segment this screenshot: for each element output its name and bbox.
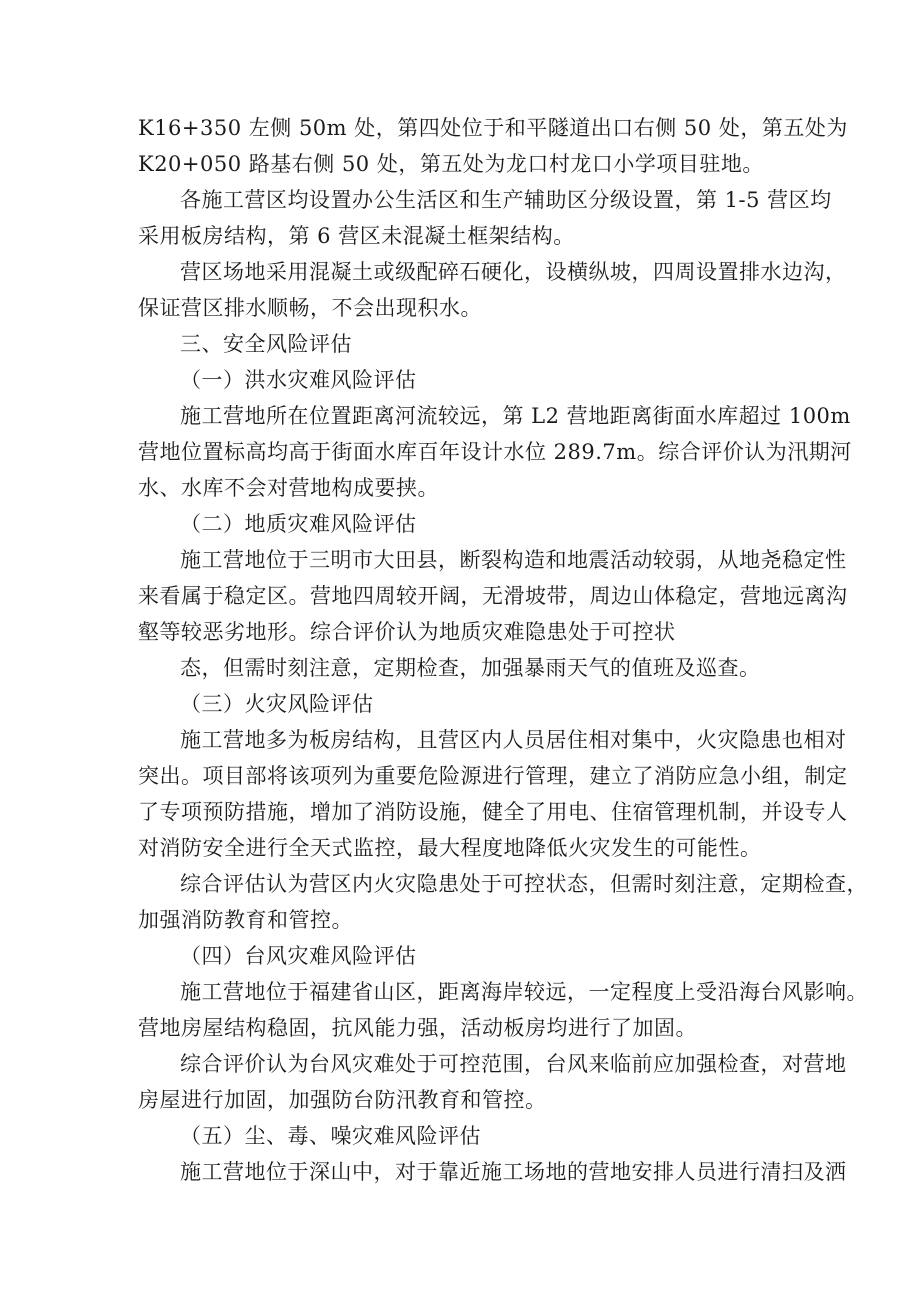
paragraph-line: 采用板房结构，第 6 营区未混凝土框架结构。 [138, 224, 575, 248]
section-heading: 三、安全风险评估 [180, 332, 352, 356]
paragraph-line: 了专项预防措施，增加了消防设施，健全了用电、住宿管理机制，并设专人 [138, 800, 848, 824]
paragraph-line: 营地房屋结构稳固，抗风能力强，活动板房均进行了加固。 [138, 1016, 697, 1040]
paragraph-line: 施工营地位于深山中，对于靠近施工场地的营地安排人员进行清扫及洒 [180, 1160, 847, 1184]
paragraph-line: 对消防安全进行全天式监控，最大程度地降低火灾发生的可能性。 [138, 836, 762, 860]
paragraph-line: 房屋进行加固，加强防台防汛教育和管控。 [138, 1088, 547, 1112]
paragraph-line: 保证营区排水顺畅，不会出现积水。 [138, 296, 482, 320]
paragraph-line: 态，但需时刻注意，定期检查，加强暴雨天气的值班及巡查。 [180, 656, 761, 680]
paragraph-line: 施工营地多为板房结构，且营区内人员居住相对集中，火灾隐患也相对 [180, 728, 847, 752]
paragraph-line: 施工营地所在位置距离河流较远，第 L2 营地距离街面水库超过 100m [180, 404, 851, 428]
paragraph-line: K20+050 路基右侧 50 处，第五处为龙口村龙口小学项目驻地。 [138, 152, 764, 176]
subsection-heading: （三）火灾风险评估 [180, 692, 374, 716]
paragraph-line: 壑等较恶劣地形。综合评价认为地质灾难隐患处于可控状 [138, 620, 676, 644]
subsection-heading: （二）地质灾难风险评估 [180, 512, 417, 536]
paragraph-line: 突出。项目部将该项列为重要危险源进行管理，建立了消防应急小组，制定 [138, 764, 848, 788]
subsection-heading: （四）台风灾难风险评估 [180, 944, 417, 968]
paragraph-line: 水、水库不会对营地构成要挟。 [138, 476, 439, 500]
paragraph-line: 营地位置标高均高于街面水库百年设计水位 289.7m。综合评价认为汛期河 [138, 440, 852, 464]
paragraph-line: 各施工营区均设置办公生活区和生产辅助区分级设置，第 1-5 营区均 [180, 188, 832, 212]
paragraph-line: 综合评价认为台风灾难处于可控范围，台风来临前应加强检查，对营地 [180, 1052, 847, 1076]
paragraph-line: 综合评估认为营区内火灾隐患处于可控状态，但需时刻注意，定期检查， [180, 872, 868, 896]
paragraph-line: 施工营地位于福建省山区，距离海岸较远，一定程度上受沿海台风影响。 [180, 980, 868, 1004]
paragraph-line: 施工营地位于三明市大田县，断裂构造和地震活动较弱，从地尧稳定性 [180, 548, 847, 572]
paragraph-line: 来看属于稳定区。营地四周较开阔，无滑坡带，周边山体稳定，营地远离沟 [138, 584, 848, 608]
paragraph-line: 加强消防教育和管控。 [138, 908, 353, 932]
paragraph-line: 营区场地采用混凝土或级配碎石硬化，设横纵坡，四周设置排水边沟， [180, 260, 847, 284]
subsection-heading: （五）尘、毒、噪灾难风险评估 [180, 1124, 481, 1148]
subsection-heading: （一）洪水灾难风险评估 [180, 368, 417, 392]
paragraph-line: K16+350 左侧 50m 处，第四处位于和平隧道出口右侧 50 处，第五处为 [138, 116, 848, 140]
